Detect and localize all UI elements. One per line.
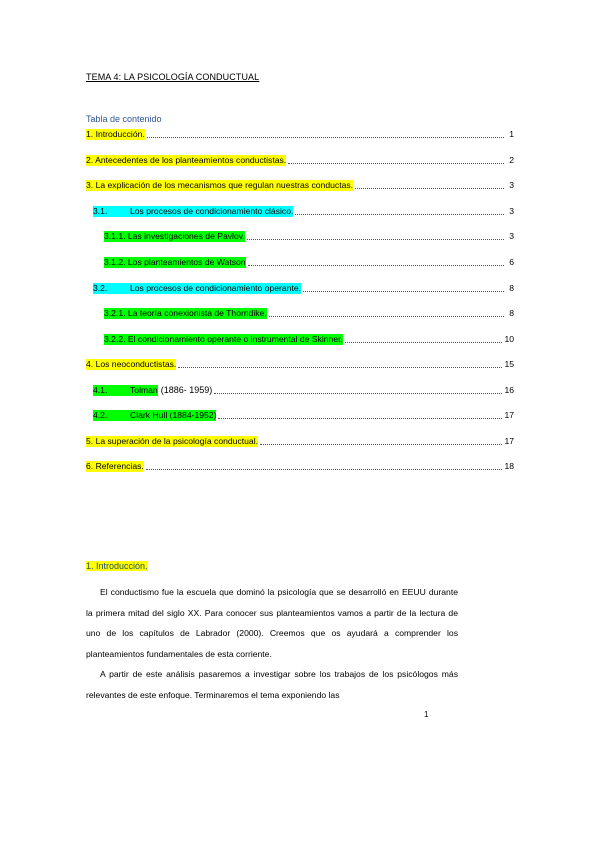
toc-entry-label: La explicación de los mecanismos que regulan nuestras conductas. (95, 180, 354, 190)
toc-entry-label-highlight (86, 436, 258, 447)
toc-entry-number: 3.2.2. (104, 334, 126, 344)
toc-entry-label-highlight (93, 283, 301, 294)
toc-entry-page: 8 (509, 283, 514, 293)
toc-entry-label-highlight (104, 334, 343, 345)
toc-entry-page: 3 (509, 231, 514, 241)
toc-entry-number: 5. (86, 436, 94, 446)
toc-entry-number: 2. (86, 155, 94, 165)
toc-entry-number: 3.2. (93, 283, 108, 293)
document-title: TEMA 4: LA PSICOLOGÍA CONDUCTUAL (86, 72, 260, 82)
toc-entry-page: 17 (504, 436, 514, 446)
toc-entry-label: El condicionamiento operante o instrumental de Skinner. (127, 334, 343, 344)
toc-entry-label: La superación de la psicología conductual. (95, 436, 259, 446)
toc-entry-number: 3.2.1. (104, 308, 126, 318)
toc-leader-dots (247, 238, 504, 240)
toc-entry-label-highlight (93, 385, 158, 396)
toc-entry-label-highlight (104, 257, 246, 268)
toc-entry-number: 3.1.1. (104, 231, 126, 241)
toc-entry-label-highlight (86, 155, 286, 166)
toc-entry-label-highlight (104, 231, 245, 242)
toc-entry-label-highlight (93, 206, 293, 217)
toc-leader-dots (295, 213, 504, 215)
toc-entry-page: 18 (504, 461, 514, 471)
toc-entry-label: Los procesos de condicionamiento operante. (130, 283, 302, 293)
toc-entry-label: Los neoconductistas. (95, 359, 177, 369)
toc-entry-label-highlight (86, 359, 176, 370)
toc-entry-number: 3.1. (93, 206, 108, 216)
toc-entry-skinner[interactable] (104, 333, 514, 345)
toc-entry-page: 15 (504, 359, 514, 369)
toc-entry-label: Los planteamientos de Watson (127, 257, 246, 267)
page-number: 1 (424, 710, 429, 719)
toc-leader-dots (269, 315, 504, 317)
toc-entry-hull[interactable] (93, 409, 514, 421)
toc-leader-dots (147, 136, 504, 138)
toc-entry-page: 3 (509, 180, 514, 190)
toc-entry-label: Introducción. (95, 129, 145, 139)
toc-leader-dots (248, 264, 504, 266)
toc-heading: Tabla de contenido (86, 114, 162, 124)
toc-entry-label: La teoría conexionista de Thorndike. (127, 308, 267, 318)
toc-entry-dates: (1886- 1959) (160, 385, 213, 395)
toc-entry-label: Tolman (130, 385, 158, 395)
toc-entry-condicionamiento-operante[interactable] (93, 282, 514, 294)
toc-entry-mecanismos[interactable] (86, 179, 514, 191)
body-paragraph-1: El conductismo fue la escuela que dominó la psicología que se desarrolló en EEUU durante la primera mitad del siglo XX. Para conocer sus planteamientos vamos a partir de la lectura de uno de los capítulos de Labrador (2000). Creemos que os ayudará a comprender los planteamientos fundamentales de esta corriente. (86, 587, 458, 659)
toc-entry-label: Antecedentes de los planteamientos conductistas. (95, 155, 287, 165)
toc-entry-page: 10 (504, 334, 514, 344)
toc-entry-watson[interactable] (104, 256, 514, 268)
toc-entry-thorndike[interactable] (104, 307, 514, 319)
toc-entry-number: 4.1. (93, 385, 108, 395)
toc-entry-page: 16 (504, 385, 514, 395)
toc-entry-number: 4. (86, 359, 94, 369)
toc-entry-label-highlight (93, 410, 216, 421)
toc-entry-label-highlight (86, 180, 353, 191)
toc-entry-page: 2 (509, 155, 514, 165)
toc-entry-page: 8 (509, 308, 514, 318)
toc-entry-number: 3.1.2. (104, 257, 126, 267)
toc-leader-dots (260, 443, 502, 445)
toc-entry-label: Referencias. (95, 461, 144, 471)
toc-leader-dots (214, 392, 502, 394)
toc-entry-tolman[interactable] (93, 384, 514, 396)
toc-entry-label-highlight (104, 308, 267, 319)
toc-entry-introduccion[interactable] (86, 128, 514, 140)
section-heading-introduccion: 1. Introducción. (86, 561, 148, 571)
toc-entry-label-highlight (86, 461, 144, 472)
toc-entry-page: 17 (504, 410, 514, 420)
toc-entry-page: 6 (509, 257, 514, 267)
toc-entry-number: 4.2. (93, 410, 108, 420)
toc-entry-label: Los procesos de condicionamiento clásico. (130, 206, 294, 216)
toc-entry-label: Las investigaciones de Pavlov. (127, 231, 245, 241)
toc-entry-number: 6. (86, 461, 94, 471)
toc-entry-pavlov[interactable] (104, 230, 514, 242)
body-paragraph-2: A partir de este análisis pasaremos a investigar sobre los trabajos de los psicólogos más relevantes de este enfoque. Terminaremos el tema exponiendo las (86, 669, 458, 700)
toc-leader-dots (178, 366, 502, 368)
toc-entry-number: 1. (86, 129, 94, 139)
toc-entry-condicionamiento-clasico[interactable] (93, 205, 514, 217)
toc-entry-referencias[interactable] (86, 460, 514, 472)
toc-leader-dots (218, 417, 502, 419)
toc-entry-antecedentes[interactable] (86, 154, 514, 166)
toc-leader-dots (345, 341, 503, 343)
toc-leader-dots (288, 162, 504, 164)
toc-entry-label: Clark Hull (1884-1952) (130, 410, 217, 420)
toc-entry-page: 1 (509, 129, 514, 139)
toc-leader-dots (355, 187, 504, 189)
toc-entry-neoconductistas[interactable] (86, 358, 514, 370)
toc-leader-dots (146, 468, 503, 470)
toc-entry-superacion[interactable] (86, 435, 514, 447)
toc-entry-page: 3 (509, 206, 514, 216)
toc-entry-label-highlight (86, 129, 145, 140)
toc-entry-number: 3. (86, 180, 94, 190)
toc-leader-dots (303, 290, 504, 292)
